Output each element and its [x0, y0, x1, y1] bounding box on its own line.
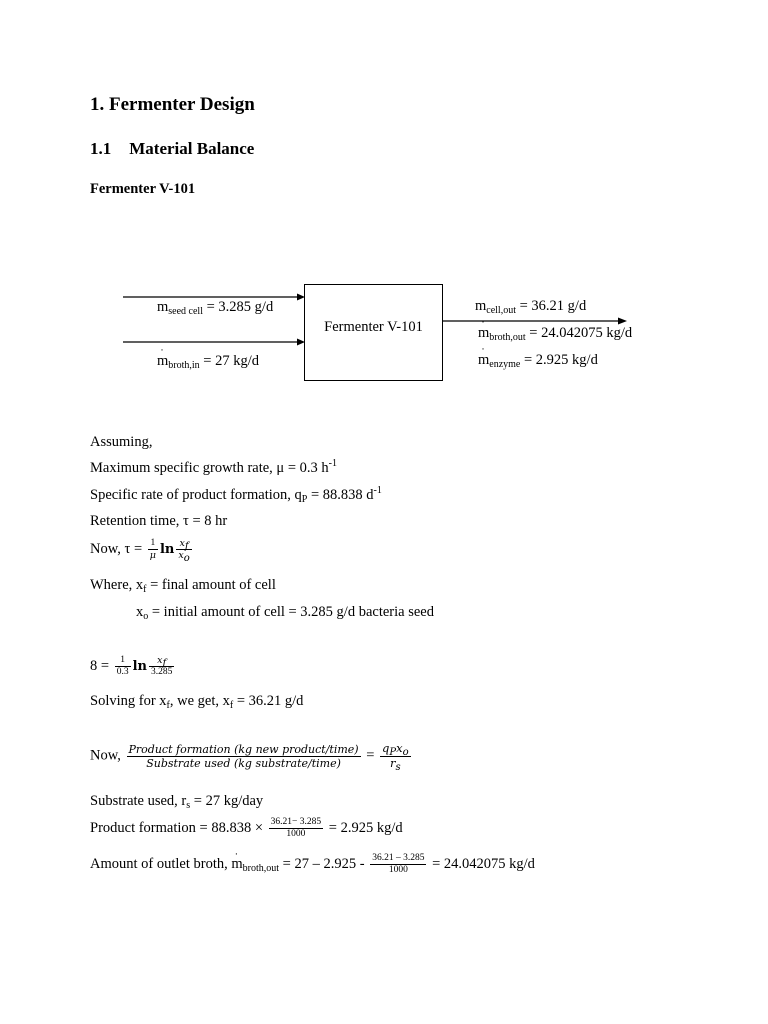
retention-time-line: Retention time, τ = 8 hr [90, 513, 228, 529]
input-seed-cell-label: $m_{seed cell} = 3.285$ g/d [157, 299, 274, 317]
solving-line: Solving for $x_f$, we get, $x_f = 36.21$ g/d [90, 693, 304, 711]
substrate-used-line: Substrate used, $r_s = 27$ kg/day [90, 793, 264, 811]
fraction-qpxo-over-rs: $\frac{q_Px_o}{r_s}$ [382, 741, 409, 773]
fraction-1-over-0.3: $\frac{1}{0.3}$ [116, 655, 129, 678]
section-heading: 1. Fermenter Design [90, 94, 255, 115]
initial-cell-line: $x_o$ = initial amount of cell = 3.285 g/d bacteria seed [136, 604, 434, 622]
fraction-xf-over-3.285: $\frac{x_f}{3.285}$ [150, 655, 173, 678]
diagram-heading: Fermenter V-101 [90, 181, 196, 197]
output-cell-label: $m_{cell,out} = 36.21$ g/d [475, 298, 587, 316]
output-enzyme-label: ˙ $m_{enzyme} = 2.925$ kg/d [478, 352, 598, 369]
eq8-equation: 8 = $\frac{1}{0.3}$ ln $\frac{x_f}{3.285}$ [90, 655, 173, 678]
assuming-line: Assuming, [90, 434, 153, 450]
where-line: Where, $x_f$ = final amount of cell [90, 577, 276, 595]
subsection-title: Material Balance [129, 139, 255, 158]
fraction-1-over-mu: $\frac{1}{\mu}$ [149, 538, 156, 562]
product-formation-line: Product formation = 88.838 × $\frac{36.21- 3.285}{1000}$ = 2.925 kg/d [90, 817, 403, 840]
subsection-number: 1.1 [90, 139, 112, 158]
product-rate-line: Specific rate of product formation, $q_P = 88.838$ $d^{-1}$ [90, 485, 382, 505]
input-broth-label: ˙ $m_{broth,in} = 27$ kg/d [157, 353, 259, 370]
fermenter-box-label: Fermenter V-101 [324, 319, 423, 335]
growth-rate-line: Maximum specific growth rate, μ = 0.3 $h^{-1}$ [90, 458, 337, 476]
fraction-product-formation: $\frac{36.21- 3.285}{1000}$ [270, 817, 322, 840]
outlet-broth-line: Amount of outlet broth, ˙ $m_{broth,out} = 27 - 2.925$ - $\frac{36.21 - 3.285}{1000}$ = 24.042075 kg/d [90, 853, 535, 877]
fraction-product-over-substrate: $\frac{\text{Product formation (kg new product/time)}}{\text{Substrate used (kg substrate/time)}}$ [128, 742, 359, 770]
fraction-xf-over-xo: $\frac{x_f}{x_o}$ [178, 538, 190, 565]
fermenter-box [304, 284, 443, 381]
output-broth-label: ˙ $m_{broth,out} = 24.042075$ kg/d [478, 325, 632, 342]
tau-equation: Now, τ = $\frac{1}{\mu}$ ln $\frac{x_f}{x_o}$ [90, 538, 190, 565]
product-substrate-equation: Now, $\frac{\text{Product formation (kg new product/time)}}{\text{Substrate used (kg substrate/time)}}$ = $\frac{q_Px_o}{r_s}$ [90, 741, 409, 773]
fraction-outlet: $\frac{36.21 - 3.285}{1000}$ [372, 853, 425, 876]
output-arrow-head [618, 318, 627, 325]
